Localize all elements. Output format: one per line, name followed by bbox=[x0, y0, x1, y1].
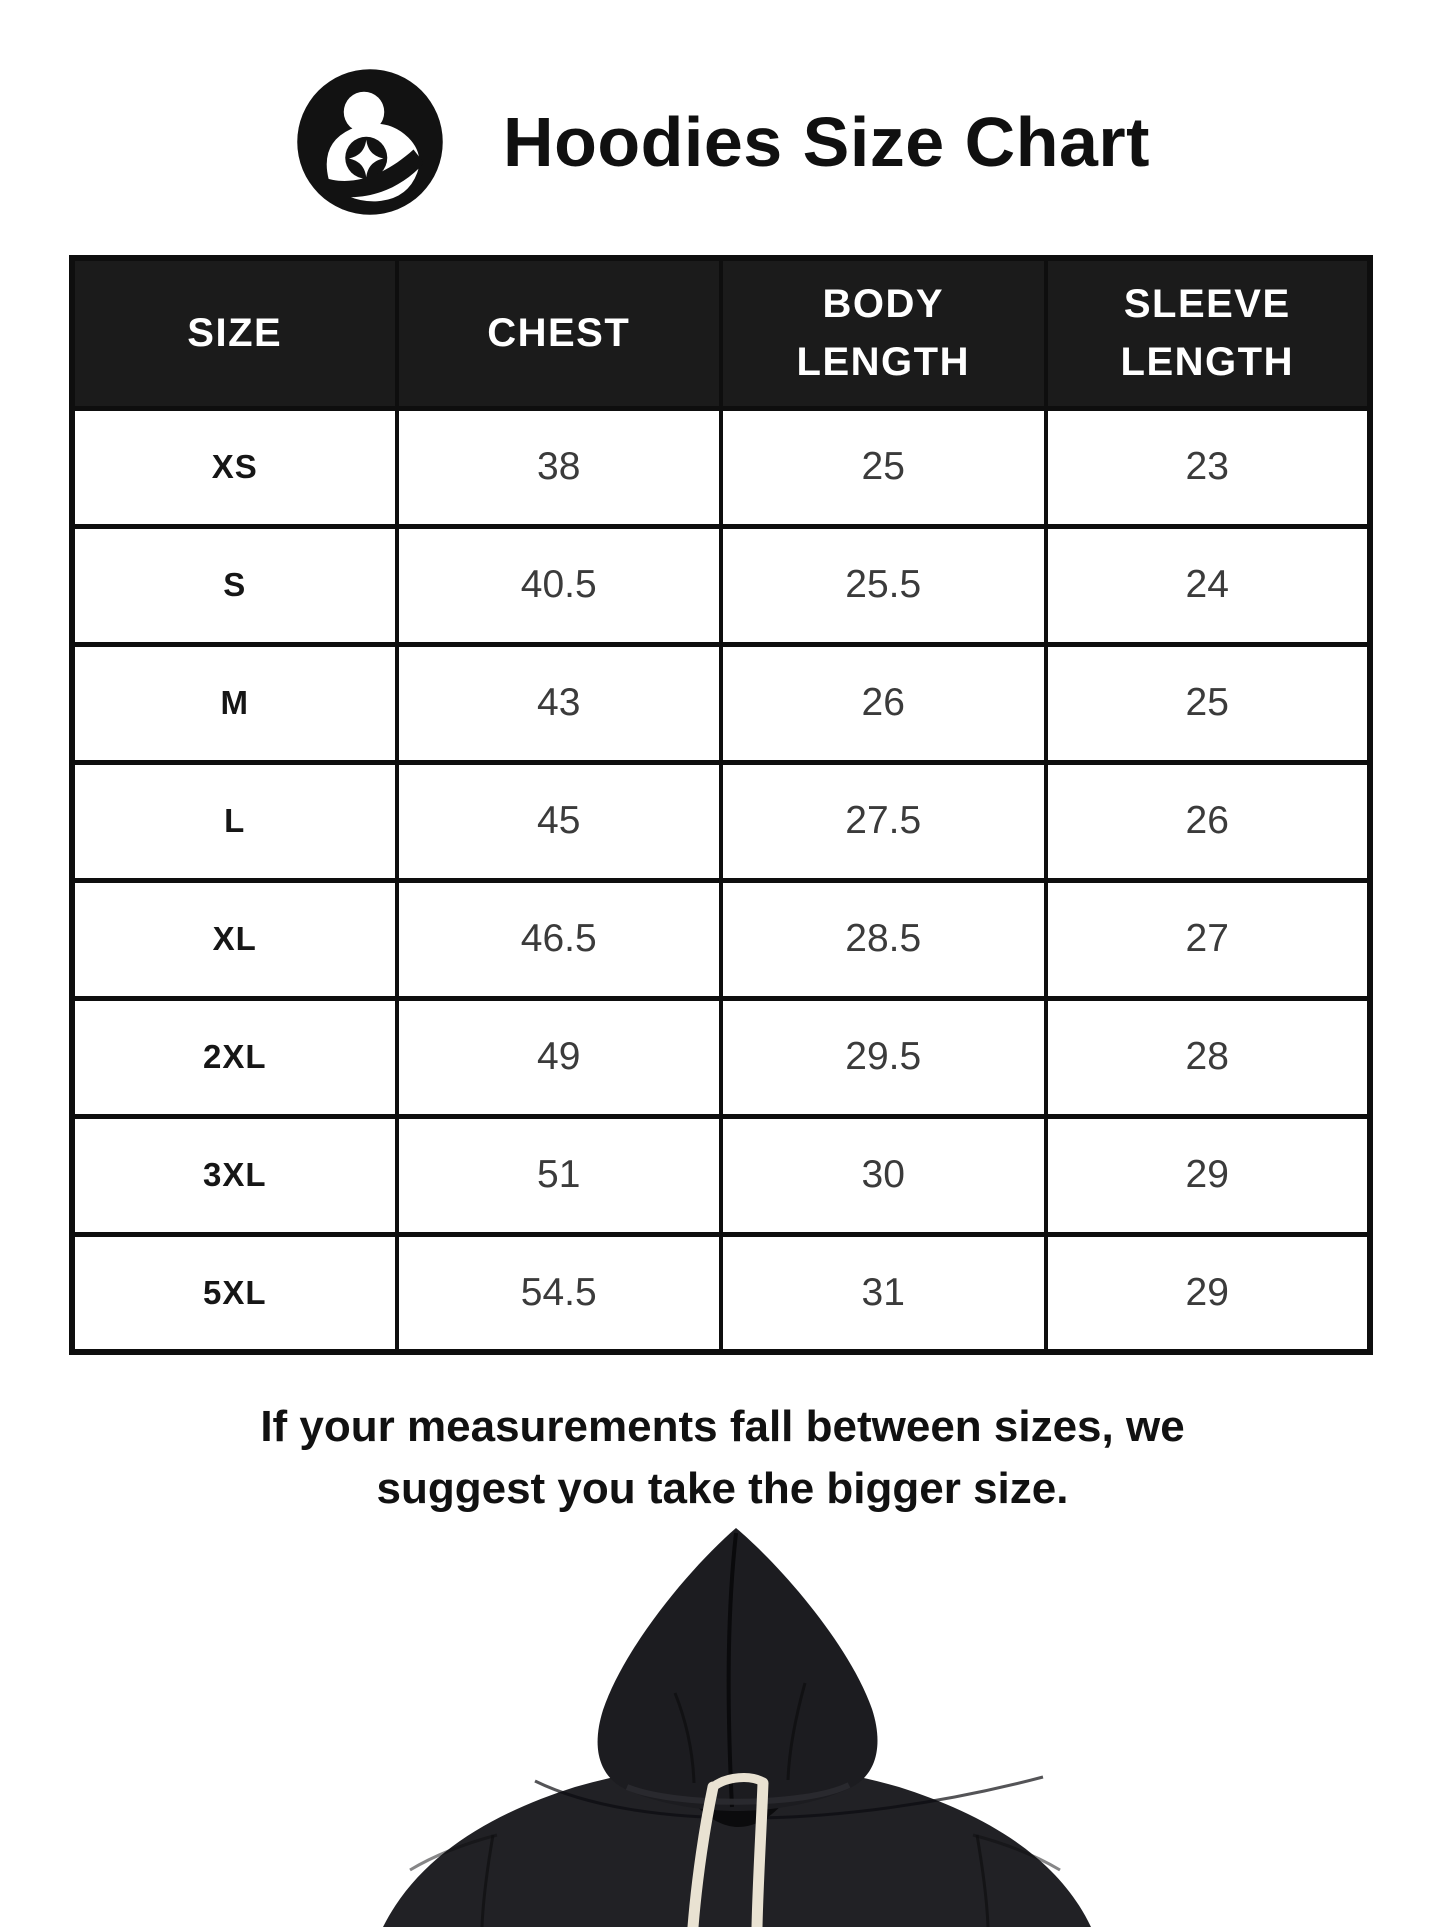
table-header bbox=[72, 258, 1370, 408]
table-row bbox=[72, 762, 1370, 880]
body-length-value-cell: 31 bbox=[721, 1234, 1046, 1352]
note-line-2: suggest you take the bigger size. bbox=[376, 1464, 1069, 1514]
sleeve-length-value-cell: 23 bbox=[1046, 408, 1371, 526]
chest-value-cell: 45 bbox=[397, 762, 722, 880]
sleeve-length-value-cell: 28 bbox=[1046, 998, 1371, 1116]
column-header-body-length: BODY LENGTH bbox=[721, 258, 1046, 408]
body-length-value-cell: 26 bbox=[721, 644, 1046, 762]
table-row bbox=[72, 998, 1370, 1116]
note-line-1: If your measurements fall between sizes, we bbox=[260, 1402, 1185, 1451]
hoodie-product-image bbox=[375, 1525, 1095, 1927]
sleeve-length-value-cell: 27 bbox=[1046, 880, 1371, 998]
black-hoodie-illustration bbox=[375, 1525, 1095, 1927]
size-label-cell: XS bbox=[72, 408, 397, 526]
column-header-sleeve-length: SLEEVE LENGTH bbox=[1046, 258, 1371, 408]
chest-value-cell: 38 bbox=[397, 408, 722, 526]
size-label-cell: 2XL bbox=[72, 998, 397, 1116]
column-header-chest: CHEST bbox=[397, 258, 722, 408]
body-length-value-cell: 25 bbox=[721, 408, 1046, 526]
sleeve-length-value-cell: 24 bbox=[1046, 526, 1371, 644]
table-row bbox=[72, 408, 1370, 526]
size-label-cell: 5XL bbox=[72, 1234, 397, 1352]
chest-value-cell: 40.5 bbox=[397, 526, 722, 644]
header-row bbox=[72, 258, 1370, 408]
size-label-cell: XL bbox=[72, 880, 397, 998]
table-row bbox=[72, 644, 1370, 762]
size-label-cell: S bbox=[72, 526, 397, 644]
chest-value-cell: 54.5 bbox=[397, 1234, 722, 1352]
drawstring-right bbox=[757, 1783, 763, 1927]
sleeve-length-value-cell: 29 bbox=[1046, 1116, 1371, 1234]
column-header-size: SIZE bbox=[72, 258, 397, 408]
page-title: Hoodies Size Chart bbox=[503, 102, 1150, 181]
size-label-cell: 3XL bbox=[72, 1116, 397, 1234]
sleeve-length-value-cell: 25 bbox=[1046, 644, 1371, 762]
table-row bbox=[72, 526, 1370, 644]
sleeve-length-value-cell: 29 bbox=[1046, 1234, 1371, 1352]
size-label-cell: M bbox=[72, 644, 397, 762]
size-chart-table bbox=[69, 255, 1373, 1355]
chest-value-cell: 51 bbox=[397, 1116, 722, 1234]
table-row bbox=[72, 1234, 1370, 1352]
page-header bbox=[0, 64, 1445, 219]
chest-value-cell: 49 bbox=[397, 998, 722, 1116]
table-row bbox=[72, 1116, 1370, 1234]
sizing-note bbox=[0, 1396, 1445, 1521]
body-length-value-cell: 30 bbox=[721, 1116, 1046, 1234]
chest-value-cell: 43 bbox=[397, 644, 722, 762]
sleeve-length-value-cell: 26 bbox=[1046, 762, 1371, 880]
brand-logo-icon bbox=[295, 67, 445, 217]
body-length-value-cell: 28.5 bbox=[721, 880, 1046, 998]
table-row bbox=[72, 880, 1370, 998]
body-length-value-cell: 29.5 bbox=[721, 998, 1046, 1116]
chest-value-cell: 46.5 bbox=[397, 880, 722, 998]
table-body bbox=[72, 408, 1370, 1352]
size-label-cell: L bbox=[72, 762, 397, 880]
body-length-value-cell: 25.5 bbox=[721, 526, 1046, 644]
body-length-value-cell: 27.5 bbox=[721, 762, 1046, 880]
hood bbox=[598, 1528, 878, 1811]
